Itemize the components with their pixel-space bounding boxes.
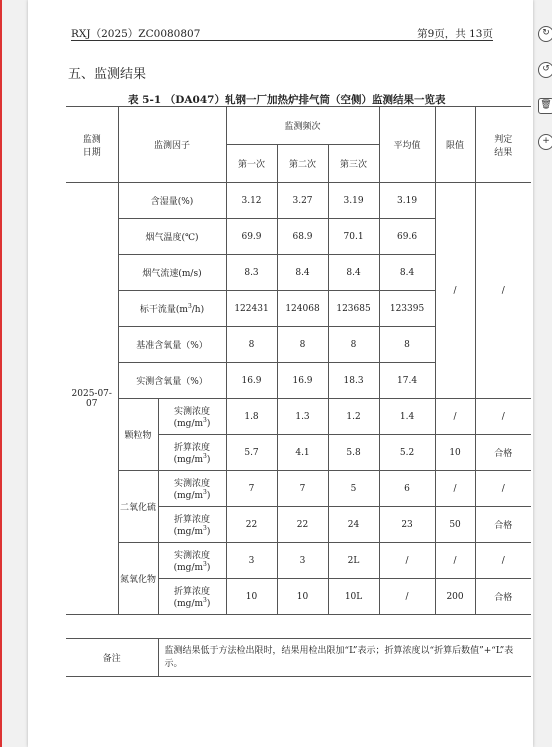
add-icon[interactable]: + [538, 134, 552, 150]
cell-value: 123395 [379, 291, 435, 327]
pollutant-name: 颗粒物 [118, 399, 158, 471]
cell-value: 123685 [328, 291, 379, 327]
cell-value: 124068 [277, 291, 328, 327]
cell-value: 16.9 [226, 363, 277, 399]
cell-value: 3.19 [379, 183, 435, 219]
cell-value: 1.4 [379, 399, 435, 435]
cell-value: 122431 [226, 291, 277, 327]
page-number: 第9页，共 13页 [417, 28, 493, 40]
cell-verdict: / [475, 543, 531, 579]
page-edge-marker [0, 0, 2, 747]
cell-value: 7 [226, 471, 277, 507]
concentration-label: 折算浓度 $(mg/m^3)$ [158, 435, 226, 471]
note-table [66, 638, 531, 677]
factor-label: 基准含氧量（%） [118, 327, 226, 363]
cell-value: 6 [379, 471, 435, 507]
cell-value: 8 [328, 327, 379, 363]
cell-verdict: 合格 [475, 579, 531, 615]
header-average: 平均值 [379, 107, 435, 183]
cell-value: 8.3 [226, 255, 277, 291]
cell-value: 5.7 [226, 435, 277, 471]
cell-value: 1.8 [226, 399, 277, 435]
cell-verdict: 合格 [475, 435, 531, 471]
cell-verdict: / [475, 471, 531, 507]
header-factor: 监测因子 [118, 107, 226, 183]
header-run2: 第二次 [277, 145, 328, 183]
section-title: 五、监测结果 [68, 67, 147, 82]
cell-value: 8.4 [277, 255, 328, 291]
cell-value: 24 [328, 507, 379, 543]
concentration-label: 实测浓度 $(mg/m^3)$ [158, 543, 226, 579]
document-number: RXJ（2025）ZC0080807 [71, 28, 201, 40]
cell-value: 10L [328, 579, 379, 615]
cell-value: / [379, 579, 435, 615]
cell-value: 5.2 [379, 435, 435, 471]
cell-value: 22 [226, 507, 277, 543]
cell-value: 8 [277, 327, 328, 363]
cell-verdict: 合格 [475, 507, 531, 543]
basic-limit: / [435, 183, 475, 399]
concentration-label: 折算浓度 $(mg/m^3)$ [158, 579, 226, 615]
table-row [66, 399, 531, 435]
note-text: 监测结果低于方法检出限时，结果用检出限加“L”表示；折算浓度以“折算后数值”+“L”表示。 [158, 639, 531, 677]
header-frequency: 监测频次 [226, 107, 379, 145]
rotate-icon[interactable]: ↺ [538, 62, 552, 78]
cell-value: 2L [328, 543, 379, 579]
cell-value: 3.19 [328, 183, 379, 219]
factor-label: 实测含氧量（%） [118, 363, 226, 399]
cell-value: 69.6 [379, 219, 435, 255]
cell-value: 8 [379, 327, 435, 363]
header-run3: 第三次 [328, 145, 379, 183]
header-date: 监测 日期 [66, 107, 118, 183]
concentration-label: 实测浓度 $(mg/m^3)$ [158, 399, 226, 435]
cell-value: 3.12 [226, 183, 277, 219]
concentration-label: 折算浓度 $(mg/m^3)$ [158, 507, 226, 543]
cell-value: 23 [379, 507, 435, 543]
header-run1: 第一次 [226, 145, 277, 183]
table-row [66, 183, 531, 219]
page-header [71, 26, 493, 41]
cell-value: 16.9 [277, 363, 328, 399]
delete-icon[interactable]: 🗑 [538, 98, 552, 114]
table-row [66, 543, 531, 579]
cell-value: 3 [226, 543, 277, 579]
cell-value: 68.9 [277, 219, 328, 255]
factor-label: 标干流量$(m^3/h)$ [118, 291, 226, 327]
cell-value: 10 [226, 579, 277, 615]
cell-value: 22 [277, 507, 328, 543]
cell-value: 3 [277, 543, 328, 579]
cell-value: 5 [328, 471, 379, 507]
pollutant-name: 氮氧化物 [118, 543, 158, 615]
cell-value: 70.1 [328, 219, 379, 255]
cell-value: 8.4 [379, 255, 435, 291]
cell-value: 69.9 [226, 219, 277, 255]
cell-value: 7 [277, 471, 328, 507]
cell-value: 1.2 [328, 399, 379, 435]
table-row [66, 471, 531, 507]
table-caption: 表 5-1 （DA047）轧钢一厂加热炉排气筒（空侧）监测结果一览表 [128, 94, 446, 106]
cell-value: 17.4 [379, 363, 435, 399]
cell-limit: / [435, 399, 475, 435]
cell-verdict: / [475, 399, 531, 435]
cell-value: 5.8 [328, 435, 379, 471]
cell-value: / [379, 543, 435, 579]
refresh-icon[interactable]: ↻ [538, 26, 552, 42]
cell-limit: 200 [435, 579, 475, 615]
factor-label: 含湿量(%) [118, 183, 226, 219]
cell-limit: / [435, 471, 475, 507]
monitoring-date: 2025-07-07 [66, 183, 118, 615]
factor-label: 烟气温度(℃) [118, 219, 226, 255]
viewer-toolbar [536, 26, 552, 166]
pollutant-name: 二氧化硫 [118, 471, 158, 543]
cell-limit: 10 [435, 435, 475, 471]
factor-label: 烟气流速(m/s) [118, 255, 226, 291]
cell-value: 8 [226, 327, 277, 363]
monitoring-results-table [66, 106, 531, 615]
cell-value: 8.4 [328, 255, 379, 291]
cell-value: 4.1 [277, 435, 328, 471]
cell-limit: / [435, 543, 475, 579]
cell-value: 10 [277, 579, 328, 615]
cell-value: 1.3 [277, 399, 328, 435]
document-page [28, 0, 533, 747]
basic-verdict: / [475, 183, 531, 399]
header-limit: 限值 [435, 107, 475, 183]
cell-value: 18.3 [328, 363, 379, 399]
header-verdict: 判定 结果 [475, 107, 531, 183]
note-label: 备注 [66, 639, 158, 677]
cell-limit: 50 [435, 507, 475, 543]
concentration-label: 实测浓度 $(mg/m^3)$ [158, 471, 226, 507]
cell-value: 3.27 [277, 183, 328, 219]
